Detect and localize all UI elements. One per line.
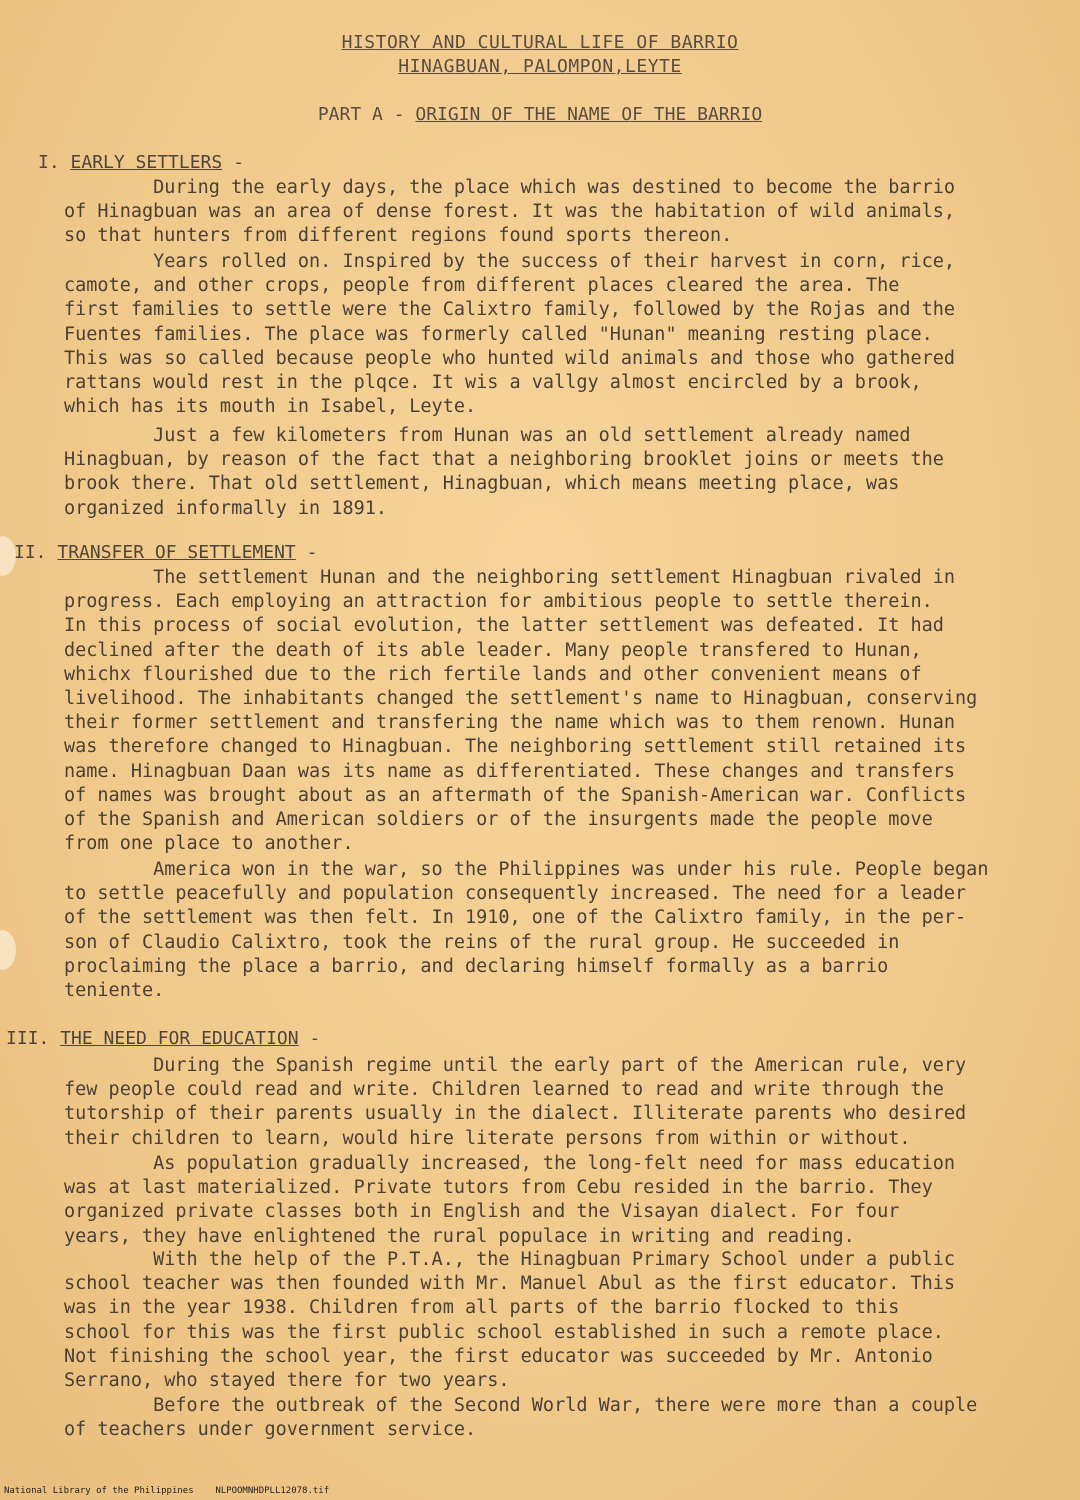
section-dash: -	[222, 152, 244, 173]
section-dash: -	[298, 1028, 321, 1049]
section-heading-transfer-of-settlement	[14, 542, 317, 563]
section-title: TRANSFER OF SETTLEMENT	[57, 542, 296, 563]
part-heading	[0, 104, 1080, 125]
section-dash: -	[295, 542, 318, 563]
section-numeral: I.	[38, 152, 71, 173]
section-numeral: II.	[14, 542, 58, 563]
section-title: EARLY SETTLERS	[70, 152, 223, 173]
part-prefix: PART A -	[317, 104, 416, 125]
section-heading-early-settlers	[38, 152, 244, 173]
section-heading-need-for-education	[6, 1028, 320, 1049]
footer-library: National Library of the Philippines	[4, 1486, 194, 1496]
paragraph: During the early days, the place which was destined to become the barrio of Hinagbuan was an area of dense forest. It was the habitation of wild animals, so that hunters from different regions found sports thereon.	[64, 177, 956, 247]
paragraph: As population gradually increased, the long-felt need for mass education was at last materialized. Private tutors from Cebu resided in the barrio. They organized private classes both in English and the Visayan dialect. For four years, they have enlightened the rural populace in writing and reading.	[64, 1153, 956, 1247]
document-title-line2: HINAGBUAN, PALOMPON,LEYTE	[398, 56, 682, 77]
footer-filename: NLPOOMNHDPLL12078.tif	[215, 1486, 330, 1496]
paragraph: Before the outbreak of the Second World War, there were more than a couple of teachers under government service.	[64, 1395, 978, 1441]
section-title: THE NEED FOR EDUCATION	[60, 1028, 299, 1049]
paragraph: Just a few kilometers from Hunan was an old settlement already named Hinagbuan, by reason of the fact that a neighboring brooklet joins or meets the brook there. That old settlement, Hinagbuan, which means meeting place, was organized informally in 1891.	[64, 425, 944, 519]
document-title-line1: HISTORY AND CULTURAL LIFE OF BARRIO	[341, 32, 739, 53]
punch-hole	[0, 930, 16, 970]
paragraph: During the Spanish regime until the early part of the American rule, very few people could read and write. Children learned to read and write through the tutorship of their parents usually in the dialect. Illiterate parents who desired their children to learn, would hire literate persons from within or without.	[64, 1055, 967, 1149]
paragraph: Years rolled on. Inspired by the success of their harvest in corn, rice, camote, and other crops, people from different places cleared the area. The first families to settle were the Calixtro family, followed by the Rojas and the Fuentes families. The place was formerly called "Hunan" meaning resting place. This was so called because people who hunted wild animals and those who gathered rattans would rest in the plqce. It wis a vallgy almost encircled by a brook, which has its mouth in Isabel, Leyte.	[64, 251, 956, 418]
paragraph: The settlement Hunan and the neighboring settlement Hinagbuan rivaled in progress. Each employing an attraction for ambitious people to settle therein. In this process of social evolution, the latter settlement was defeated. It had declined after the death of its able leader. Many people transfered to Hunan, whichx flourished due to the rich fertile lands and other convenient means of livelihood. The inhabitants changed the settlement's name to Hinagbuan, conserving their former settlement and transfering the name which was to them renown. Hunan was therefore changed to Hinagbuan. The neighboring settlement still retained its name. Hinagbuan Daan was its name as differentiated. These changes and transfers of names was brought about as an aftermath of the Spanish-American war. Conflicts of the Spanish and American soldiers or of the insurgents made the people move from one place to another.	[64, 567, 978, 855]
scan-footer	[4, 1486, 329, 1496]
paragraph: America won in the war, so the Philippines was under his rule. People began to settle peacefully and population consequently increased. The need for a leader of the settlement was then felt. In 1910, one of the Calixtro family, in the per- son of Claudio Calixtro, took the reins of the rural group. He succeeded in proclaiming the place a barrio, and declaring himself formally as a barrio teniente.	[64, 859, 989, 1002]
section-numeral: III.	[6, 1028, 61, 1049]
part-title: ORIGIN OF THE NAME OF THE BARRIO	[415, 104, 763, 125]
paragraph: With the help of the P.T.A., the Hinagbuan Primary School under a public school teacher was then founded with Mr. Manuel Abul as the first educator. This was in the year 1938. Children from all parts of the barrio flocked to this school for this was the first public school established in such a remote place. Not finishing the school year, the first educator was succeeded by Mr. Antonio Serrano, who stayed there for two years.	[64, 1249, 956, 1392]
